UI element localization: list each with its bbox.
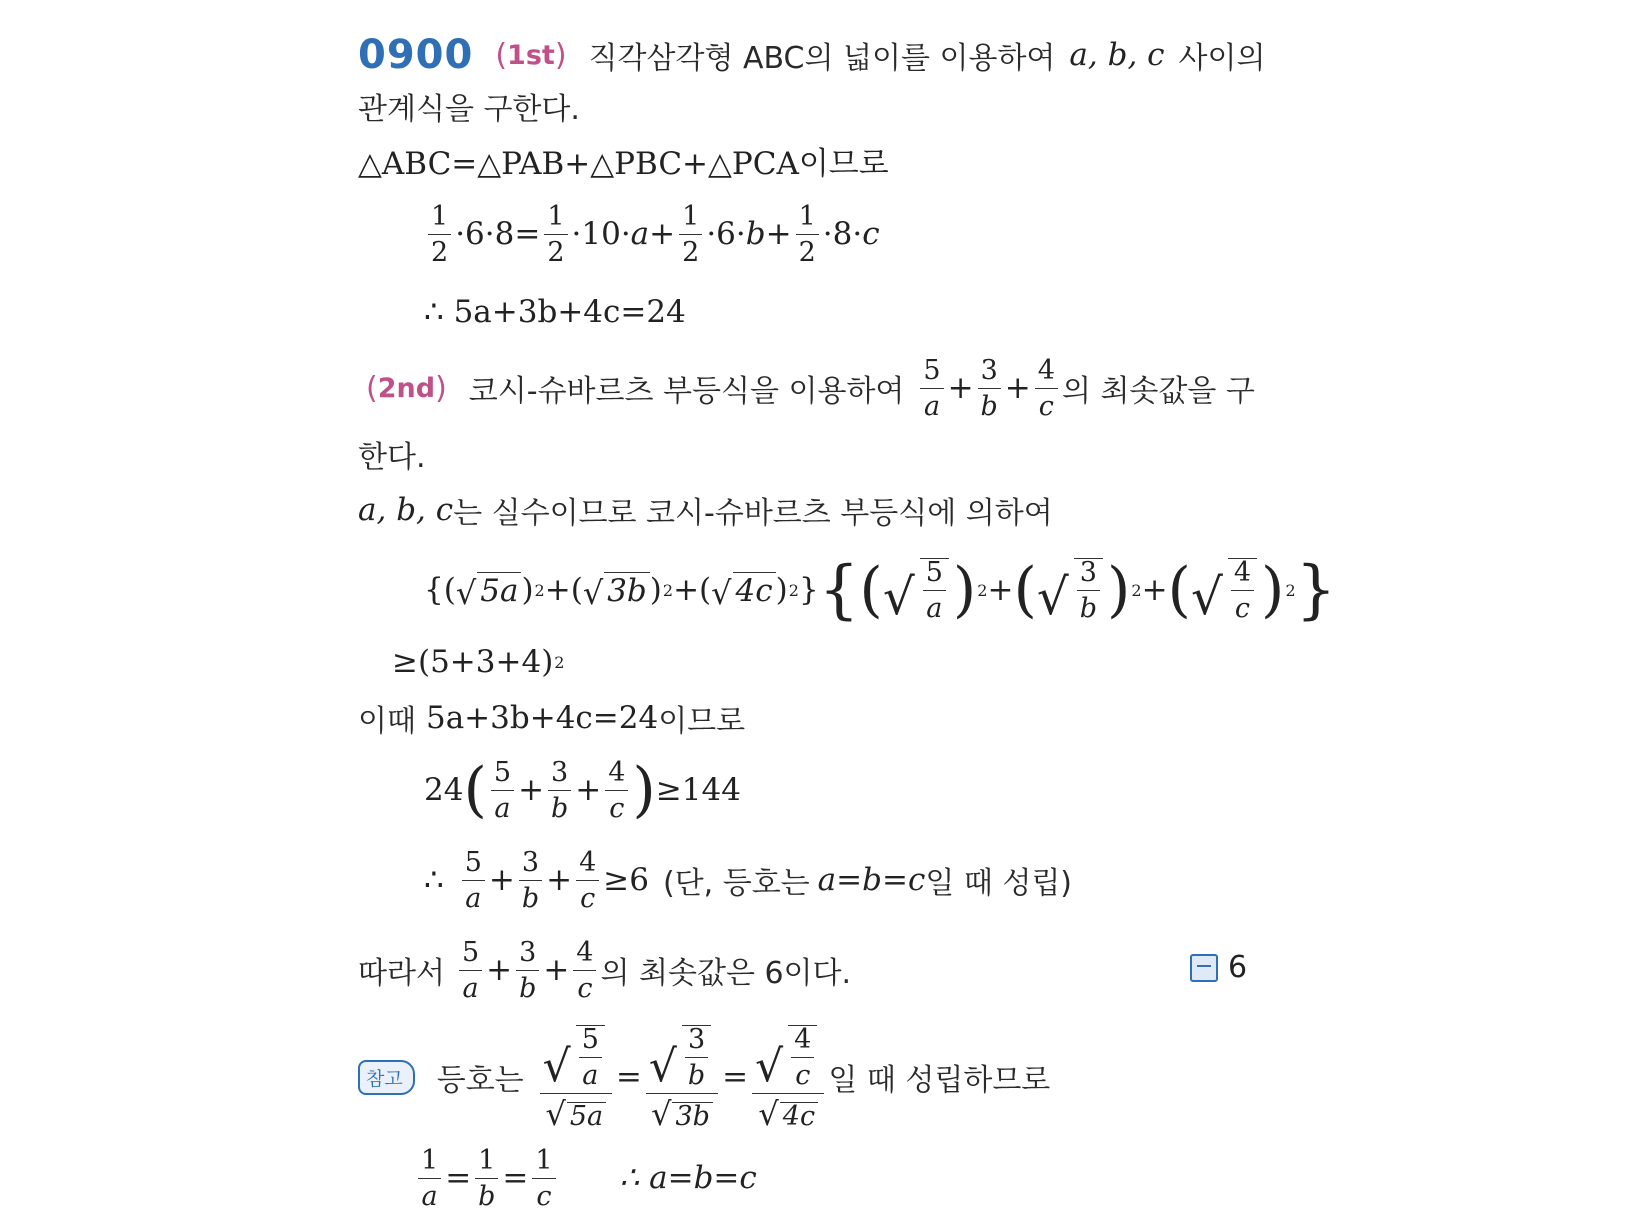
- step1-line-2: 관계식을 구한다.: [358, 92, 580, 127]
- relation-result: ∴ 5a+3b+4c=24: [424, 294, 686, 330]
- step1-text: 직각삼각형 ABC의 넓이를 이용하여: [588, 41, 1056, 76]
- frac-sum: $\frac{5}{a}$ + $\frac{3}{b}$ + $\frac{4}{c}$: [916, 357, 1062, 420]
- step2-line-2: 한다.: [358, 440, 426, 475]
- step1-vars: a, b, c: [1069, 37, 1165, 73]
- step2-line: ( 2nd ) 코시-슈바르츠 부등식을 이용하여 $\frac{5}{a}$ + $\frac{3}{b}$ + $\frac{4}{c}$ 의 최솟값을 구: [358, 352, 1255, 424]
- cauchy-inequality: ≥(5+3+4) 2: [392, 644, 565, 680]
- minimum-inequality: ∴ $\frac{5}{a}$ + $\frac{3}{b}$ + $\frac{4}{c}$ ≥6 (단, 등호는 a=b=c 일 때 성립): [424, 846, 1073, 914]
- problem-number: 0900: [358, 32, 474, 78]
- note-result: $\frac{1}{a}$ = $\frac{1}{b}$ = $\frac{1}{c}$ ∴ a=b=c: [414, 1140, 757, 1216]
- step2-badge: ( 2nd ): [366, 370, 447, 406]
- note-line: 참고 등호는 √ $\frac{5}{a}$ √ 5a = √ $\frac{3}{b}$ √ 3b = √ $\frac{4}{c}$ √ 4c 일 때 성립하므로: [358, 1022, 1050, 1132]
- fraction: $\frac{1}{2}$: [679, 203, 702, 266]
- fraction: $\frac{1}{2}$: [428, 203, 451, 266]
- fraction: $\frac{1}{2}$: [796, 203, 819, 266]
- bound-equation: 24 ( $\frac{5}{a}$ + $\frac{3}{b}$ + $\frac{4}{c}$ ) ≥144: [424, 755, 741, 825]
- cauchy-expression: {( √ 5a ) 2 +( √ 3b ) 2 +( √ 4c ) 2 } { ( √ $\frac{5}{a}$ ) 2 + ( √ $\frac{3}{b}$ ) 2 + ( √ $\frac{4}{c}$ ) 2 }: [424, 553, 1337, 627]
- fraction: $\frac{1}{2}$: [544, 203, 567, 266]
- note-badge: 참고: [358, 1060, 415, 1095]
- conclusion-line: 따라서 $\frac{5}{a}$ + $\frac{3}{b}$ + $\frac{4}{c}$ 의 최솟값은 6이다.: [358, 936, 852, 1004]
- answer-icon: [1190, 954, 1218, 982]
- real-number-line: a, b, c 는 실수이므로 코시-슈바르츠 부등식에 의하여: [358, 492, 1053, 531]
- step1-text-b: 사이의: [1178, 41, 1266, 76]
- area-equation: $\frac{1}{2}$ ·6·8= $\frac{1}{2}$ ·10· a + $\frac{1}{2}$ ·6· b + $\frac{1}{2}$ ·8· c: [424, 198, 880, 270]
- area-relation: △ABC=△PAB+△PBC+△PCA이므로: [358, 145, 889, 182]
- step1-badge: ( 1st ): [495, 37, 567, 73]
- step1-line: [358, 30, 1265, 80]
- substitution-line: 이때 5a+3b+4c=24 이므로: [358, 700, 746, 739]
- answer: 6: [1190, 950, 1247, 985]
